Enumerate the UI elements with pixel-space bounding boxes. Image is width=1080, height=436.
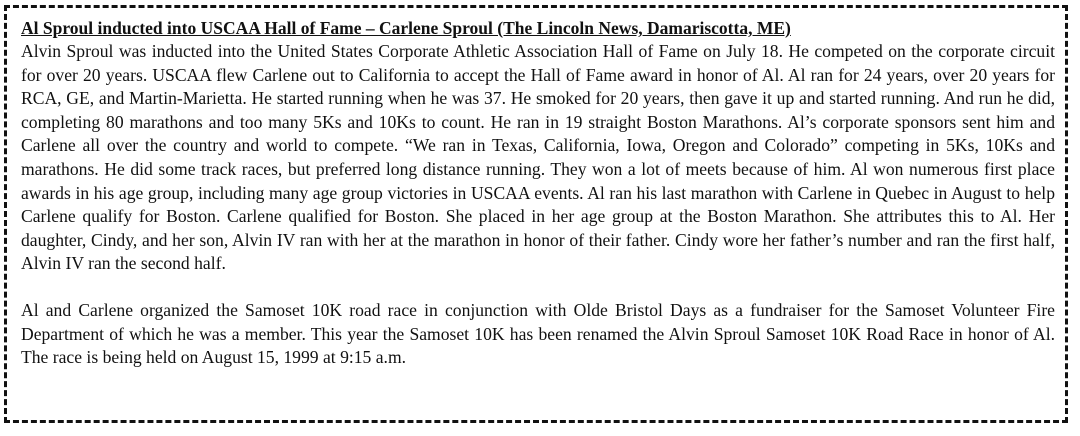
article-paragraph-1: Alvin Sproul was inducted into the United States Corporate Athletic Association Hall of Fame on July 18. He competed on the corporate circuit for over 20 years. USCAA flew Carlene out to California to accept the Hall of Fame award in honor of Al. Al ran for 24 years, over 20 years for RCA, GE, and Martin-Marietta. He started running when he was 37. He smoked for 20 years, then gave it up and started running. And run he did, completing 80 marathons and too many 5Ks and 10Ks to count. He ran in 19 straight Boston Marathons. Al’s corporate sponsors sent him and Carlene all over the country and world to compete. “We ran in Texas, California, Iowa, Oregon and Colorado” competing in 5Ks, 10Ks and marathons. He did some track races, but preferred long distance running. They won a lot of meets because of him. Al won numerous first place awards in his age group, including many age group victories in USCAA events. Al ran his last marathon with Carlene in Quebec in August to help Carlene qualify for Boston. Carlene qualified for Boston. She placed in her age group at the Boston Marathon. She attributes this to Al. Her daughter, Cindy, and her son, Alvin IV ran with her at the marathon in honor of their father. Cindy wore her father’s number and ran the first half, Alvin IV ran the second half. <box>21 41 1055 274</box>
article-paragraph-2: Al and Carlene organized the Samoset 10K road race in conjunction with Olde Bristol Days as a fundraiser for the Samoset Volunteer Fire Department of which he was a member. This year the Samoset 10K has been renamed the Alvin Sproul Samoset 10K Road Race in honor of Al. The race is being held on August 15, 1999 at 9:15 a.m. <box>21 299 1055 368</box>
article-headline: Al Sproul inducted into USCAA Hall of Fame – Carlene Sproul (The Lincoln News, Damariscotta, ME) <box>21 18 791 38</box>
newspaper-clipping <box>4 5 1068 423</box>
